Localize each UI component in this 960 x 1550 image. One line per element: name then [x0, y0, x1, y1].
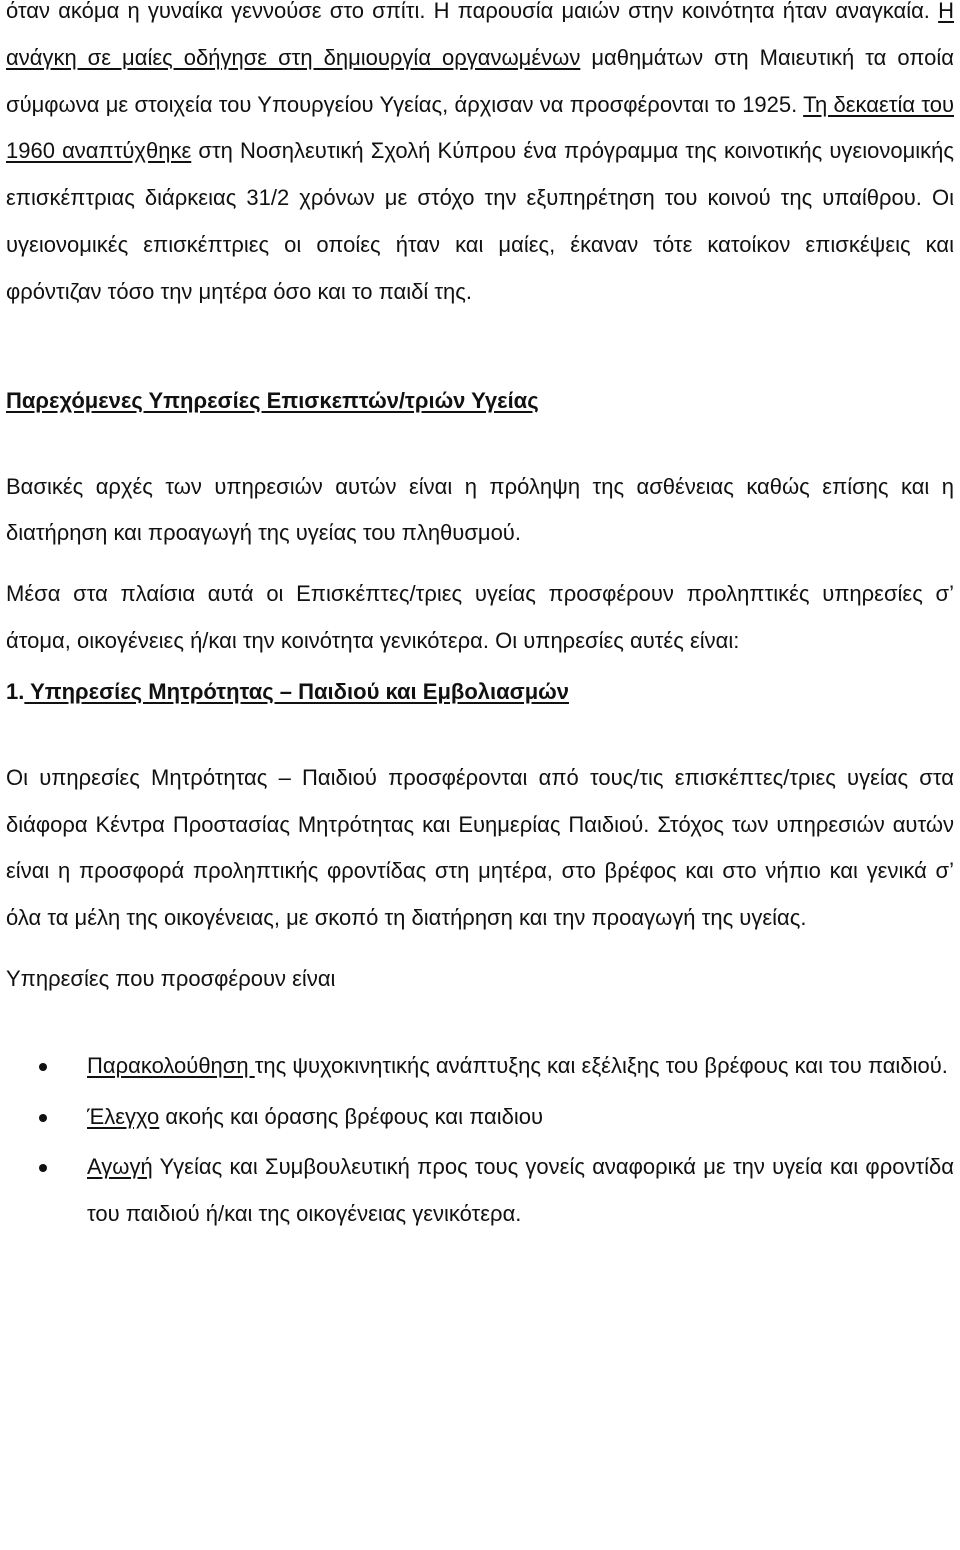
subsection-heading [6, 669, 954, 715]
underlined-text: Η ανάγκη σε μαίες οδήγησε στη δημιουργία οργανωμένων [6, 0, 954, 70]
underlined-text: Τη δεκαετία του 1960 αναπτύχθηκε [6, 91, 954, 164]
paragraph-maternity [6, 755, 954, 942]
list-item [6, 1094, 954, 1141]
list-item [6, 1144, 954, 1238]
text-segment: της ψυχοκινητικής ανάπτυξης και εξέλιξης του βρέφους και του παιδιού. [254, 1052, 948, 1078]
text-segment: όταν ακόμα η γυναίκα γεννούσε στο σπίτι. Η παρουσία μαιών στην κοινότητα ήταν αναγκαία. [6, 0, 939, 23]
services-list [6, 1043, 954, 1238]
text-segment: Οι υπηρεσίες Μητρότητας – Παιδιού προσφέρονται από τους/τις επισκέπτες/τριες υγείας στα διάφορα Κέντρα Προστασίας Μητρότητας και Ευημερίας Παιδιού. [6, 764, 954, 837]
paragraph-services-intro: Μέσα στα πλαίσια αυτά οι Επισκέπτες/τριες υγείας προσφέρουν προληπτικές υπηρεσίες σ’ άτομα, οικογένειες ή/και την κοινότητα γενικότερα. Οι υπηρεσίες αυτές είναι: [6, 581, 954, 653]
subsection-title: Υπηρεσίες Μητρότητας – Παιδιού και Εμβολιασμών [24, 678, 569, 704]
text-segment: Υγείας και Συμβουλευτική προς τους γονείς αναφορικά με την υγεία και φροντίδα του παιδιού ή/και της οικογένειας γενικότερα. [87, 1154, 954, 1227]
paragraph-services-list-intro: Υπηρεσίες που προσφέρουν είναι [6, 965, 336, 991]
text-segment: ακοής και όρασης βρέφους και παιδιου [159, 1103, 544, 1129]
text-segment: Στόχος των υπηρεσιών αυτών είναι η προσφορά προληπτικής φροντίδας στη μητέρα, στο βρέφος και στο νήπιο και γενικά σ’ όλα τα μέλη της οικογένειας, με σκοπό τη διατήρηση και την προαγωγή της υγείας. [6, 811, 955, 931]
underlined-text: Αγωγή [87, 1154, 153, 1180]
list-item [6, 1043, 954, 1090]
paragraph-history [6, 0, 954, 316]
paragraph-principles: Βασικές αρχές των υπηρεσιών αυτών είναι η πρόληψη της ασθένειας καθώς επίσης και η διατήρηση και προαγωγή της υγείας του πληθυσμού. [6, 473, 954, 546]
subsection-number: 1. [6, 678, 25, 704]
text-segment: στη Νοσηλευτική Σχολή Κύπρου ένα πρόγραμμα της κοινοτικής υγειονομικής επισκέπτριας διάρκειας 31/2 χρόνων με στόχο την εξυπηρέτηση του κοινού της υπαίθρου. Οι υγειονομικές επισκέπτριες οι οποίες ήταν και μαίες, έκαναν τότε κατοίκον επισκέψεις και φρόντιζαν τόσο την μητέρα όσο και το παιδί της. [6, 138, 954, 304]
text-segment: μαθημάτων στη Μαιευτική τα οποία σύμφωνα με στοιχεία του Υπουργείου Υγείας, άρχισαν να προσφέρονται το 1925. [6, 44, 954, 117]
bullet-icon [39, 1164, 47, 1172]
underlined-text: Παρακολούθηση [87, 1052, 255, 1078]
section-heading: Παρεχόμενες Υπηρεσίες Επισκεπτών/τριών Υγείας [6, 387, 539, 413]
bullet-icon [39, 1063, 47, 1071]
underlined-text: Έλεγχο [87, 1103, 160, 1129]
bullet-icon [39, 1114, 47, 1122]
